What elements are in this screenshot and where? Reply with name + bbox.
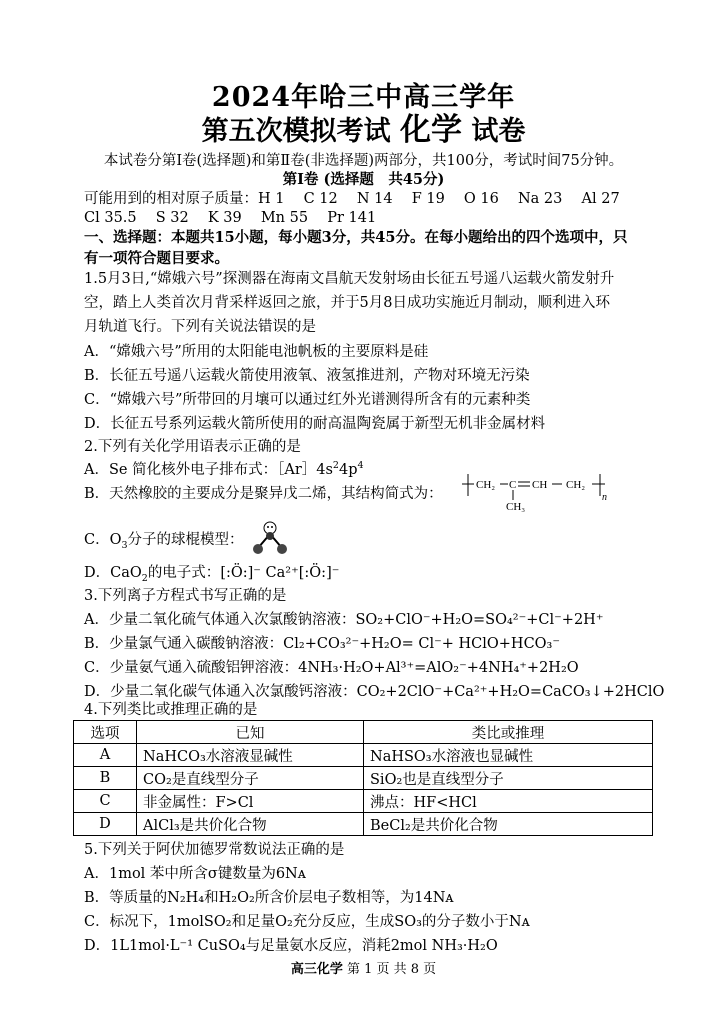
q1-option-b: B．长征五号遥八运载火箭使用液氧、液氢推进剂，产物对环境无污染 bbox=[84, 368, 530, 384]
table-row bbox=[74, 790, 653, 813]
table-header-cell: 已知 bbox=[137, 721, 364, 744]
table-cell: D bbox=[74, 813, 137, 836]
section-heading: 第Ⅰ卷 (选择题 共45分) bbox=[282, 171, 445, 188]
q2-c-text: C．O bbox=[84, 532, 122, 548]
table-row bbox=[74, 813, 653, 836]
q2-a-sup1: 2 bbox=[332, 460, 339, 472]
intro-text: 本试卷分第Ⅰ卷(选择题)和第Ⅱ卷(非选择题)两部分，共100分，考试时间75分钟。 bbox=[103, 153, 624, 169]
footer-page-number: 第 1 页 共 8 页 bbox=[346, 962, 437, 977]
q1-option-d: D．长征五号系列运载火箭所使用的耐高温陶瓷属于新型无机非金属材料 bbox=[84, 416, 546, 432]
q1-stem-3: 月轨道飞行。下列有关说法错误的是 bbox=[84, 319, 316, 335]
q3-stem: 3.下列离子方程式书写正确的是 bbox=[84, 588, 287, 604]
table-cell: BeCl₂是共价化合物 bbox=[364, 813, 653, 836]
formula-ch: CH bbox=[532, 479, 548, 491]
q2-stem: 2.下列有关化学用语表示正确的是 bbox=[84, 439, 301, 455]
table-header-cell: 选项 bbox=[74, 721, 137, 744]
table-row bbox=[74, 767, 653, 790]
table-cell: C bbox=[74, 790, 137, 813]
formula-ch2-right: CH₂ bbox=[566, 479, 586, 491]
q2-option-d bbox=[84, 563, 339, 583]
table-cell: A bbox=[74, 744, 137, 767]
table-cell: AlCl₃是共价化合物 bbox=[137, 813, 364, 836]
instruction-line1: 一、选择题：本题共15小题，每小题3分，共45分。在每小题给出的四个选项中，只 bbox=[84, 229, 628, 246]
formula-n: n bbox=[602, 492, 607, 503]
q2-d-rest: 的电子式： bbox=[147, 565, 221, 581]
table-cell: 沸点：HF<HCl bbox=[364, 790, 653, 813]
atomic-mass-line2: Cl 35.5 S 32 K 39 Mn 55 Pr 141 bbox=[84, 210, 377, 226]
q1-stem-1: 1.5月3日,“嫦娥六号”探测器在海南文昌航天发射场由长征五号遥八运载火箭发射升 bbox=[84, 271, 615, 287]
q3-option-b: B．少量氯气通入碳酸钠溶液：Cl₂+CO₃²⁻+H₂O= Cl⁻+ HClO+HCO₃⁻ bbox=[84, 636, 561, 652]
q2-option-a bbox=[84, 460, 364, 480]
exam-title-subject: 化学 bbox=[400, 112, 462, 148]
q1-option-a: A．“嫦娥六号”所用的太阳能电池帆板的主要原料是硅 bbox=[84, 344, 429, 360]
q5-stem: 5.下列关于阿伏加德罗常数说法正确的是 bbox=[84, 842, 345, 858]
table-cell: NaHCO₃水溶液显碱性 bbox=[137, 744, 364, 767]
footer-subject: 高三化学 bbox=[290, 962, 343, 977]
q5-option-c: C．标况下，1molSO₂和足量O₂充分反应，生成SO₃的分子数小于Nᴀ bbox=[84, 914, 530, 930]
instruction-line2: 有一项符合题目要求。 bbox=[84, 250, 229, 267]
q1-option-c: C．“嫦娥六号”所带回的月壤可以通过红外光谱测得所含有的元素种类 bbox=[84, 392, 531, 408]
q2-option-b: B．天然橡胶的主要成分是聚异戊二烯，其结构简式为： bbox=[84, 486, 443, 502]
page-footer bbox=[0, 958, 727, 977]
exam-title-line1: 2024年哈三中高三学年 bbox=[211, 82, 516, 113]
q5-option-a: A．1mol 苯中所含σ键数量为6Nᴀ bbox=[84, 866, 306, 882]
exam-title-a: 第五次模拟考试 bbox=[201, 116, 391, 147]
table-cell: NaHSO₃水溶液也显碱性 bbox=[364, 744, 653, 767]
table-cell: SiO₂也是直线型分子 bbox=[364, 767, 653, 790]
q4-table bbox=[73, 720, 653, 836]
q2-a-text: A．Se 简化核外电子排布式：［Ar］4s bbox=[84, 462, 333, 478]
table-header-cell: 类比或推理 bbox=[364, 721, 653, 744]
q5-option-d: D．1L1mol·L⁻¹ CuSO₄与足量氨水反应，消耗2mol NH₃·H₂O bbox=[84, 938, 498, 954]
formula-ch2-left: CH₂ bbox=[476, 479, 496, 491]
formula-ch3: CH₃ bbox=[506, 501, 526, 513]
polyisoprene-formula bbox=[462, 470, 612, 512]
atomic-mass-line1: 可能用到的相对原子质量：H 1 C 12 N 14 F 19 O 16 Na 23 Al 27 bbox=[84, 191, 620, 207]
q2-a-mid: 4p bbox=[338, 462, 358, 478]
q3-option-a: A．少量二氧化硫气体通入次氯酸钠溶液：SO₂+ClO⁻+H₂O=SO₄²⁻+Cl⁻+2H⁺ bbox=[84, 612, 604, 628]
q2-c-sub: 3 bbox=[121, 539, 128, 551]
table-header-row bbox=[74, 721, 653, 744]
table-row bbox=[74, 744, 653, 767]
q1-stem-2: 空，踏上人类首次月背采样返回之旅，并于5月8日成功实施近月制动，顺利进入环 bbox=[84, 295, 610, 311]
ozone-ball-stick-model bbox=[250, 518, 290, 560]
exam-title-line2 bbox=[0, 113, 727, 149]
table-cell: B bbox=[74, 767, 137, 790]
q5-option-b: B．等质量的N₂H₄和H₂O₂所含价层电子数相等，为14Nᴀ bbox=[84, 890, 454, 906]
formula-c: C bbox=[509, 479, 517, 491]
q2-d-sub: 2 bbox=[141, 572, 148, 584]
q2-option-c bbox=[84, 530, 244, 550]
q2-d-electron-formula: [:Ö:]⁻ Ca²⁺[:Ö:]⁻ bbox=[220, 565, 340, 581]
table-cell: CO₂是直线型分子 bbox=[137, 767, 364, 790]
q3-option-c: C．少量氨气通入硫酸铝钾溶液：4NH₃·H₂O+Al³⁺=AlO₂⁻+4NH₄⁺+2H₂O bbox=[84, 660, 579, 676]
exam-title-c: 试卷 bbox=[471, 116, 526, 147]
q2-c-rest: 分子的球棍模型： bbox=[127, 532, 244, 548]
q2-d-text: D．CaO bbox=[84, 565, 142, 581]
q4-stem: 4.下列类比或推理正确的是 bbox=[84, 702, 258, 718]
table-cell: 非金属性：F>Cl bbox=[137, 790, 364, 813]
q3-option-d: D．少量二氧化碳气体通入次氯酸钙溶液：CO₂+2ClO⁻+Ca²⁺+H₂O=CaCO₃↓+2HClO bbox=[84, 684, 665, 700]
q2-a-sup2: 4 bbox=[357, 460, 364, 472]
